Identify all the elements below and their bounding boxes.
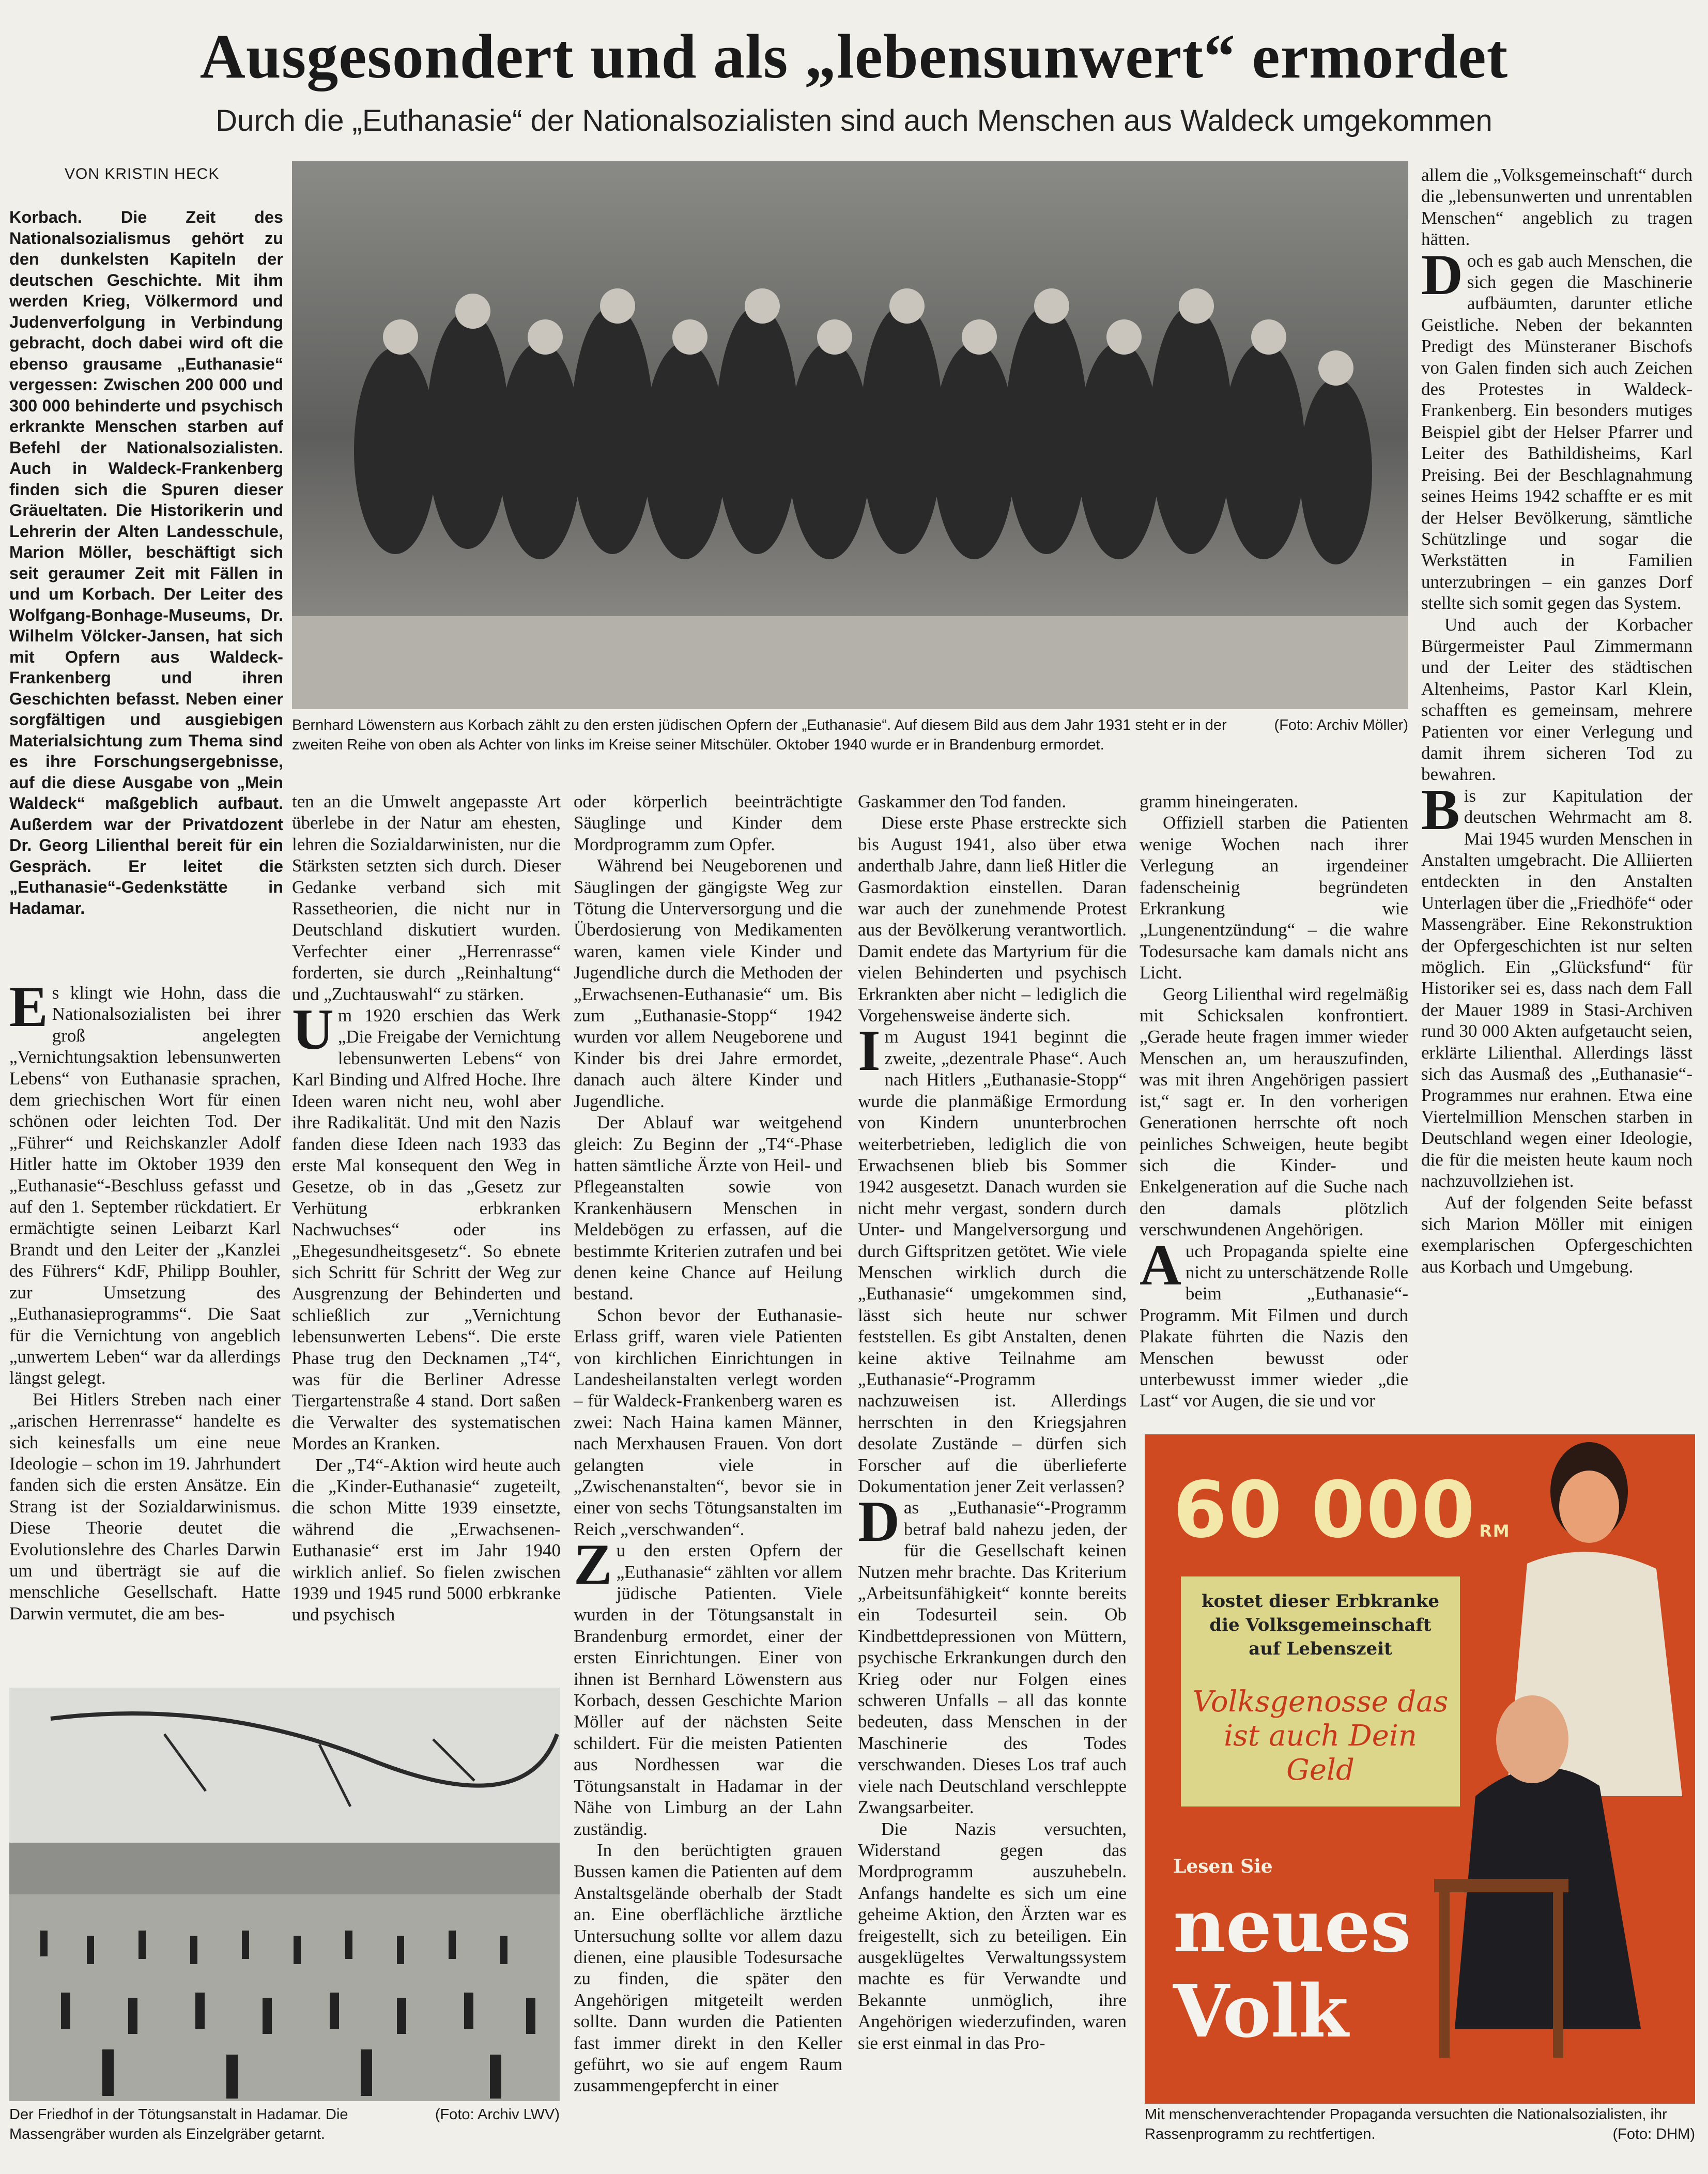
poster-lesen: Lesen Sie [1173, 1856, 1273, 1877]
col4-para-5: Die Nazis versuchten, Widerstand gegen das Mordprogramm auszuhebeln. Anfangs handelte es sich um eine geheime Aktion, den Ärzten war es freigestellt, sich zu beteiligen. Ein ausgeklügeltes Verwaltungssystem machte es für Verwandte und Bekannte unmöglich, ihre Angehörigen wiederzufinden, waren sie erst einmal in das Pro- [858, 1818, 1127, 2053]
column-3 [574, 791, 842, 2096]
col6-para-2: Doch es gab auch Menschen, die sich gegen die Maschinerie aufbäumten, darunter etliche Geistliche. Neben der bekannten Predigt des Münsteraner Bischofs von Galen finden sich auch Zeichen des Protestes in Waldeck-Frankenberg. Ein besonders mutiges Beispiel gibt der Helser Pfarrer und Leiter des Bathildisheims, Karl Preising. Bei der Beschlagnahmung seines Heims 1942 schaffte er es mit der Helser Bevölkerung, sämtliche Schützlinge und sogar die Werkstätten in Familien unterzubringen – ein ganzes Dorf stellte sich somit gegen das System. [1421, 242, 1692, 614]
col3-para-5: Zu den ersten Opfern der „Euthanasie“ zählten vor allem jüdische Patienten. Viele wurden in der Tötungsanstalt in Brandenburg ermordet, einer der ersten Einrichtungen. Einer von ihnen ist Bernhard Löwenstern aus Korbach, dessen Geschichte Marion Möller auf der nächsten Seite schildert. Für die meisten Patienten aus Nordhessen war die Tötungsanstalt in Hadamar in der Nähe von Limburg an der Lahn zuständig. [574, 1533, 842, 1839]
col3-para-3: Der Ablauf war weitgehend gleich: Zu Beginn der „T4“-Phase hatten sämtliche Ärzte von Heil- und Pflegeanstalten sowie von Krankenhäusern Menschen in Meldebögen zu erfassen, auf die bestimmte Kriterien zutrafen und bei denen keine Chance auf Heilung bestand. [574, 1112, 842, 1304]
propaganda-poster [1145, 1434, 1695, 2104]
headline: Ausgesondert und als „lebensunwert“ ermordet [199, 22, 1509, 91]
column-2 [292, 791, 561, 1626]
col4-para-3: Im August 1941 beginnt die zweite, „dezentrale Phase“. Auch nach Hitlers „Euthanasie-Stopp“ wurde die planmäßige Ermordung von Kindern ununterbrochen weiterbetrieben, lediglich die von Erwachsenen blieb bis Sommer 1942 ausgesetzt. Danach wurden sie nicht mehr vergast, sondern durch Unter- und Mangelversorgung und durch Giftspritzen getötet. Wie viele Menschen wirklich durch die „Euthanasie“ umgekommen sind, lässt sich heute nur schwer feststellen. Es gibt Anstalten, denen keine aktive Teilnahme am „Euthanasie“-Programm nachzuweisen ist. Allerdings herrschten in den Kriegsjahren desolate Zustände – dürfen sich Forscher auf die überlieferte Dokumentation jener Zeit verlassen? [858, 1019, 1127, 1496]
col5-para-2: Offiziell starben die Patienten wenige Wochen nach ihrer Verlegung an irgendeiner fadenscheinig begründeten Erkrankung wie „Lungenentzündung“ – die wahre Todesursache kam damals nicht ans Licht. [1140, 813, 1408, 983]
col4-para-1: Gaskammer den Tod fanden. [858, 791, 1067, 812]
cemetery-photo-image [9, 1688, 560, 2101]
cemetery-photo [9, 1688, 560, 2101]
col6-para-5: Auf der folgenden Seite befasst sich Marion Möller mit einigen exemplarischen Opfergeschichten aus Korbach und Umgebung. [1421, 1192, 1692, 1277]
cemetery-caption [9, 2105, 560, 2144]
col5-para-3: Georg Lilienthal wird regelmäßig mit Schicksalen konfrontiert. „Gerade heute fragen immer wieder Menschen an, um herauszufinden, was mit ihren Angehörigen passiert ist,“ sagt er. In den vorherigen Generationen herrschte oft noch peinliches Schweigen, heute begibt sich die Kinder- und Enkelgeneration auf die Suche nach den damals plötzlich verschwundenen Angehörigen. [1140, 984, 1408, 1240]
class-photo-credit: (Foto: Archiv Möller) [1274, 717, 1408, 733]
col3-para-2: Während bei Neugeborenen und Säuglingen der gängigste Weg zur Tötung die Unterversorgung und die Überdosierung von Medikamenten waren, kamen viele Kinder und Jugendliche durch die Methoden der „Erwachsenen-Euthanasie“ um. Bis zum „Euthanasie-Stopp“ 1942 wurden vor allem Neugeborene und Kinder bis drei Jahre ermordet, danach auch ältere Kinder und Jugendliche. [574, 855, 842, 1111]
column-4 [858, 791, 1127, 2054]
poster-line-2: Volksgenosse das ist auch Dein Geld [1192, 1685, 1449, 1787]
col4-para-4: Das „Euthanasie“-Programm betraf bald nahezu jeden, der für die Gesellschaft keinen Nutzen mehr brachte. Das Kriterium „Arbeitsunfähigkeit“ konnte bereits ein Todesurteil sein. Ob Kindbettdepressionen von Müttern, psychische Erkrankungen durch den Krieg oder nur Folgen eines schweren Unfalls – all das konnte bedeuten, dass Menschen in der Maschinerie des Todes verschwanden. Dieses Los traf auch viele nach Deutschland verschleppte Zwangsarbeiter. [858, 1490, 1127, 1818]
column-5 [1140, 791, 1408, 1412]
col4-para-2: Diese erste Phase erstreckte sich bis August 1941, also über etwa anderthalb Jahre, dann ließ Hitler die Gasmordaktion einstellen. Daran war auch der zunehmende Protest aus der Bevölkerung verantwortlich. Damit endete das Martyrium für die vielen Behinderten und psychisch Erkrankten aber nicht – lediglich die Vorgehensweise änderte sich. [858, 813, 1127, 1026]
poster-line-1: kostet dieser Erbkranke die Volksgemeinschaft auf Lebenszeit [1201, 1591, 1440, 1659]
intro-text: Korbach. Die Zeit des Nationalsozialismus gehört zu den dunkelsten Kapiteln der deutschen Geschichte. Mit ihm werden Krieg, Völkermord und Judenverfolgung in Verbindung gebracht, doch dabei wird oft die ebenso grausame „Euthanasie“ vergessen: Zwischen 200 000 und 300 000 behinderte und psychisch erkrankte Menschen starben auf Befehl der Nationalsozialisten. Auch in Waldeck-Frankenberg finden sich die Spuren dieser Gräueltaten. Die Historikerin und Lehrerin der Alten Landesschule, Marion Möller, beschäftigt sich seit geraumer Zeit mit Fällen in und um Korbach. Der Leiter des Wolfgang-Bonhage-Museums, Dr. Wilhelm Völcker-Jansen, hat sich mit Opfern aus Waldeck-Frankenberg und ihren Geschichten befasst. Neben einer sorgfältigen und ausgiebigen Materialsichtung zum Thema sind es ihre Forschungsergebnisse, auf die diese Ausgabe von „Mein Waldeck“ maßgeblich aufbaut. Außerdem war der Privatdozent Dr. Georg Lilienthal bereit für ein Gespräch. Er leitet die „Euthanasie“-Gedenkstätte in Hadamar. [9, 208, 283, 917]
col2-para-1: ten an die Umwelt angepasste Art überlebe in der Natur am ehesten, lehren die Sozialdarwinisten, nur die Stärksten setzten sich durch. Dieser Gedanke verband sich mit Rassetheorien, die nicht nur in Deutschland diskutiert wurden. Verfechter einer „Herrenrasse“ forderten, sie durch „Reinhaltung“ und „Zuchtauswahl“ zu stärken. [292, 791, 561, 1004]
poster-text-box [1181, 1576, 1460, 1806]
poster-magazine-title: neues Volk [1173, 1884, 1411, 2054]
class-photo-image [292, 161, 1408, 709]
col1-para-1: Es klingt wie Hohn, dass die Nationalsozialisten bei ihrer groß angelegten „Vernichtungsaktion lebensunwerten Lebens“ von Euthanasie sprachen, dem griechischen Wort für einen schönen oder leichten Tod. Der „Führer“ und Reichskanzler Adolf Hitler hatte im Oktober 1939 den „Euthanasie“-Beschluss gefasst und auf den 1. September rückdatiert. Er ermächtigte seinen Leibarzt Karl Brandt und den Leiter der „Kanzlei des Führers“ KdF, Philipp Bouhler, zur Umsetzung des „Euthanasieprogramms“. Die Saat für die Vernichtung von angeblich „unwertem Leben“ war da allerdings längst gelegt. [9, 975, 281, 1388]
col6-para-4: Bis zur Kapitulation der deutschen Wehrmacht am 8. Mai 1945 wurden Menschen in Anstalten umgebracht. Die Alliierten entdeckten in den Anstalten Unterlagen über die „Friedhöfe“ oder Massengräber. Eine Rekonstruktion der Opfergeschichten ist nur selten möglich. Ein „Glücksfund“ für Historiker sei es, dass nach dem Fall der Mauer 1989 in Stasi-Archiven rund 30 000 Akten aufgetaucht seien, erklärte Lilienthal. Allerdings lässt sich das Ausmaß des „Euthanasie“-Programmes nur erahnen. Etwa eine Viertelmillion Menschen starben in Deutschland wegen einer Ideologie, die für die meisten heute kaum noch nachzuvollziehen ist. [1421, 777, 1692, 1191]
col3-para-6: In den berüchtigten grauen Bussen kamen die Patienten auf dem Anstaltsgelände oberhalb der Stadt an. Eine oberflächliche ärztliche Untersuchung sollte vor allem dazu dienen, eine plausible Todesursache zu finden, die später den Angehörigen mitgeteilt werden sollte. Dann wurden die Patienten fast immer direkt in den Keller geführt, wo sie auf engem Raum zusammengepfercht in einer [574, 1840, 842, 2096]
col6-para-3: Und auch der Korbacher Bürgermeister Paul Zimmermann und der Leiter des städtischen Altenheims, Pastor Karl Klein, schafften es gemeinsam, mehrere Patienten vor einer Verlegung und damit ihrem sicheren Tod zu bewahren. [1421, 614, 1692, 785]
poster-caption-text: Mit menschenverachtender Propaganda versuchten die Nationalsozialisten, ihr Rassenprogramm zu rechtfertigen. [1145, 2106, 1667, 2142]
class-photo-caption [292, 715, 1408, 755]
col2-para-3: Der „T4“-Aktion wird heute auch die „Kinder-Euthanasie“ zugeteilt, die schon Mitte 1939 einsetzte, während die „Erwachsenen-Euthanasie“ erst im Jahr 1940 wirklich anlief. So fielen zwischen 1939 und 1945 rund 5000 erbkranke und psychisch [292, 1455, 561, 1625]
poster-currency: RM [1479, 1521, 1511, 1541]
poster-amount: 60 000 RM [1173, 1465, 1511, 1555]
class-photo-caption-text: Bernhard Löwenstern aus Korbach zählt zu den ersten jüdischen Opfern der „Euthanasie“. Auf diesem Bild aus dem Jahr 1931 steht er in der zweiten Reihe von oben als Achter von links im Kreise seiner Mitschüler. Oktober 1940 wurde er in Brandenburg ermordet. [292, 717, 1227, 753]
class-photo [292, 161, 1408, 709]
col5-para-4: Auch Propaganda spielte eine nicht zu unterschätzende Rolle beim „Euthanasie“-Programm. Mit Filmen und durch Plakate führten die Nazis den Menschen bewusst oder unterbewusst immer wieder „die Last“ vor Augen, die sie und vor [1140, 1233, 1408, 1411]
cemetery-caption-text: Der Friedhof in der Tötungsanstalt in Hadamar. Die Massengräber wurden als Einzelgräber getarnt. [9, 2106, 348, 2142]
col1-para-2: Bei Hitlers Streben nach einer „arischen Herrenrasse“ handelte es sich keinesfalls um eine neue Ideologie – schon im 19. Jahrhundert fanden sich die ersten Ansätze. Ein Strang ist der Sozialdarwinismus. Diese Theorie deutet die Evolutionslehre des Charles Darwin um und überträgt sie auf die menschliche Gesellschaft. Hatte Darwin vermutet, die am bes- [9, 1389, 281, 1624]
col5-para-1: gramm hineingeraten. [1140, 791, 1299, 812]
poster-caption [1145, 2105, 1695, 2144]
col6-para-1: allem die „Volksgemeinschaft“ durch die „lebensunwerten und unrentablen Menschen“ angeblich zu tragen hätten. [1421, 165, 1692, 250]
byline: VON KRISTIN HECK [65, 165, 220, 182]
col2-para-2: Um 1920 erschien das Werk „Die Freigabe der Vernichtung lebensunwerten Lebens“ von Karl Binding und Alfred Hoche. Ihre Ideen waren nicht neu, wohl aber ihre Radikalität. Und mit den Nazis fanden diese Ideen nach 1933 das erste Mal konsequent den Weg in Gesetze, ob in das „Gesetz zur Verhütung erbkranken Nachwuchses“ oder ins „Ehegesundheitsgesetz“. So ebnete sich Schritt für Schritt der Weg zur Ausgrenzung der Behinderten und schließlich zur „Vernichtung lebensunwerten Lebens“. Die erste Phase trug den Decknamen „T4“, was für die Berliner Adresse Tiergartenstraße 4 stand. Dort saßen die Verwalter des systematischen Mordes an Kranken. [292, 998, 561, 1454]
subheadline: Durch die „Euthanasie“ der Nationalsozialisten sind auch Menschen aus Waldeck umgekommen [216, 104, 1492, 137]
col3-para-1: oder körperlich beeinträchtigte Säuglinge und Kinder dem Mordprogramm zum Opfer. [574, 791, 842, 854]
poster-credit: (Foto: DHM) [1612, 2126, 1695, 2142]
col3-para-4: Schon bevor der Euthanasie-Erlass griff, waren viele Patienten von kirchlichen Einrichtungen in Landesheilanstalten verlegt worden – für Waldeck-Frankenberg waren es zwei: Nach Haina kamen Männer, nach Merxhausen Frauen. Von dort gelangten viele in „Zwischenanstalten“, bevor sie in einer von sechs Tötungsanstalten im Reich „verschwanden“. [574, 1305, 842, 1539]
column-1 [9, 975, 281, 1624]
column-6 [1421, 164, 1692, 1277]
cemetery-credit: (Foto: Archiv LWV) [435, 2106, 560, 2123]
